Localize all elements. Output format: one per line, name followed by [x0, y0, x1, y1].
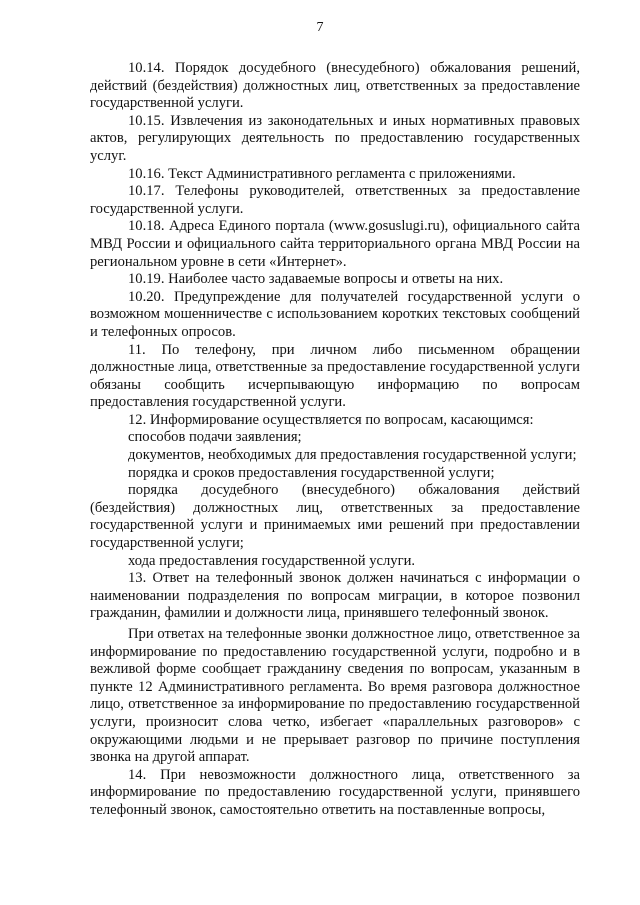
paragraph-12-item-4: порядка досудебного (внесудебного) обжалования действий (бездействия) должностных лиц, ответственных за предоставление государственной услуги и принимаемых ими решений при предоставлении государственной услуги; — [90, 482, 580, 552]
paragraph-10-14: 10.14. Порядок досудебного (внесудебного) обжалования решений, действий (бездействия) должностных лиц, ответственных за предоставление государственной услуги. — [90, 60, 580, 112]
paragraph-10-18: 10.18. Адреса Единого портала (www.gosuslugi.ru), официального сайта МВД России и официального сайта территориального органа МВД России на региональном уровне в сети «Интернет». — [90, 218, 580, 270]
paragraph-10-17: 10.17. Телефоны руководителей, ответственных за предоставление государственной услуги. — [90, 183, 580, 217]
page-number: 7 — [316, 20, 324, 35]
paragraph-12-item-5: хода предоставления государственной услуги. — [128, 552, 416, 569]
paragraph-12: 12. Информирование осуществляется по вопросам, касающимся: — [128, 411, 534, 428]
paragraph-10-20: 10.20. Предупреждение для получателей государственной услуги о возможном мошенничестве с использованием коротких текстовых сообщений и телефонных опросов. — [90, 288, 580, 340]
paragraph-14: 14. При невозможности должностного лица, ответственного за информирование по предоставлению государственной услуги, принявшего телефонный звонок, самостоятельно ответить на поставленные вопросы, — [90, 766, 580, 818]
paragraph-13: 13. Ответ на телефонный звонок должен начинаться с информации о наименовании подразделения по вопросам миграции, в которое позвонил гражданин, фамилии и должности лица, принявшего телефонный звонок. — [90, 570, 580, 622]
paragraph-13-continued: При ответах на телефонные звонки должностное лицо, ответственное за информирование по предоставлению государственной услуги, подробно и в вежливой форме сообщает гражданину сведения по вопросам, указанным в пункте 12 Административного регламента. Во время разговора должностное лицо, ответственное за информирование по предоставлению государственной услуги, произносит слова четко, избегает «параллельных разговоров» с окружающими людьми и не прерывает разговор по причине поступления звонка на другой аппарат. — [90, 626, 580, 766]
document-body — [90, 60, 580, 820]
paragraph-12-item-3: порядка и сроков предоставления государственной услуги; — [128, 464, 495, 481]
paragraph-12-item-2: документов, необходимых для предоставления государственной услуги; — [128, 447, 577, 464]
paragraph-10-16: 10.16. Текст Административного регламента с приложениями. — [128, 165, 516, 182]
paragraph-10-19: 10.19. Наиболее часто задаваемые вопросы и ответы на них. — [128, 271, 504, 288]
paragraph-11: 11. По телефону, при личном либо письменном обращении должностные лица, ответственные за предоставление государственной услуги обязаны сообщить исчерпывающую информацию по вопросам предоставления государственной услуги. — [90, 341, 580, 411]
paragraph-10-15: 10.15. Извлечения из законодательных и иных нормативных правовых актов, регулирующих деятельность по предоставлению государственных услуг. — [90, 112, 580, 164]
paragraph-12-item-1: способов подачи заявления; — [128, 429, 302, 446]
